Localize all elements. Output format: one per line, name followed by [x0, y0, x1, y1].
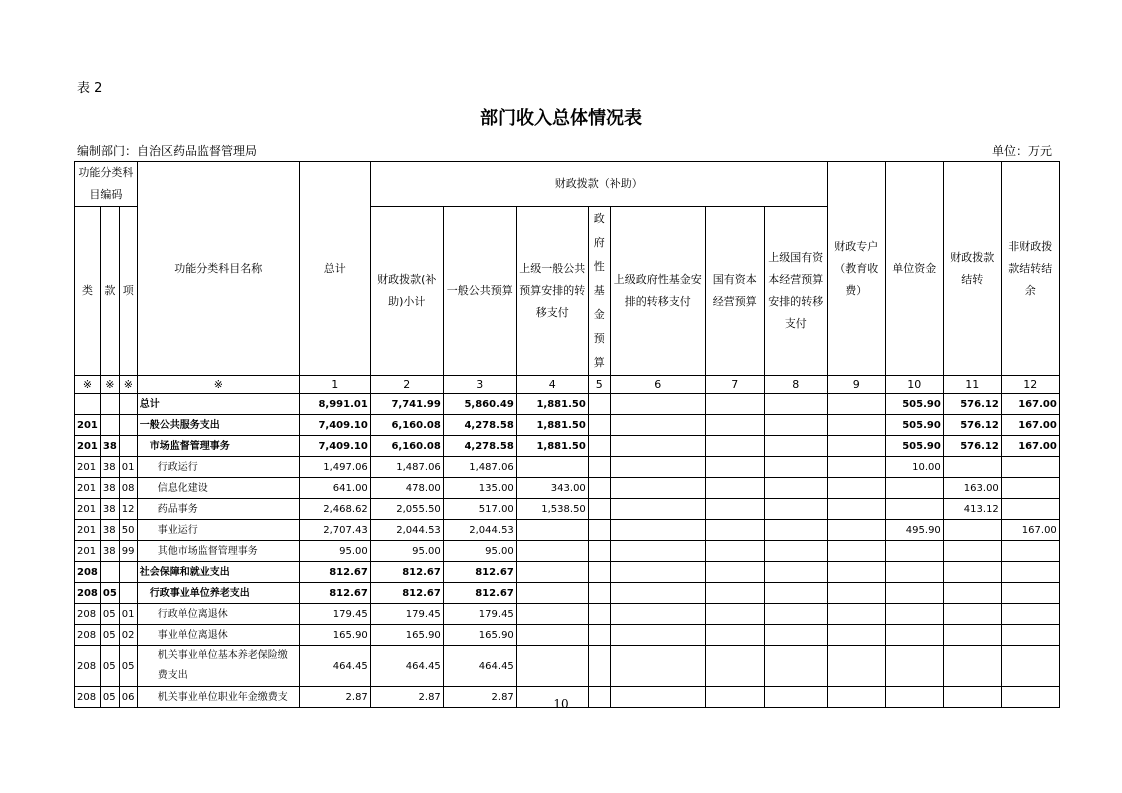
- cell-upper-general-transfer: [516, 562, 588, 583]
- cell-unit-fund: 10.00: [885, 457, 943, 478]
- cell-nonfiscal-carryover: 167.00: [1001, 394, 1059, 415]
- cell-gov-fund: [588, 436, 610, 457]
- cell-gov-fund: [588, 478, 610, 499]
- cell-general-budget: 95.00: [443, 541, 516, 562]
- cell-upper-gov-fund-transfer: [610, 562, 705, 583]
- cell-upper-general-transfer: 1,881.50: [516, 415, 588, 436]
- cell-upper-state-capital-transfer: [764, 415, 827, 436]
- cell-nonfiscal-carryover: [1001, 457, 1059, 478]
- cell-upper-gov-fund-transfer: [610, 604, 705, 625]
- cell-name: 一般公共服务支出: [137, 415, 299, 436]
- cell-special-fund: [827, 541, 885, 562]
- cell-kuan: 38: [100, 478, 119, 499]
- cell-lei: 201: [75, 499, 101, 520]
- cell-kuan: 05: [100, 604, 119, 625]
- table-row: [75, 478, 1060, 499]
- cell-upper-state-capital-transfer: [764, 583, 827, 604]
- cell-fiscal-carryover: 413.12: [943, 499, 1001, 520]
- cell-unit-fund: [885, 646, 943, 687]
- table-row: [75, 499, 1060, 520]
- header-total: 总计: [299, 162, 370, 376]
- cell-upper-state-capital-transfer: [764, 436, 827, 457]
- cell-general-budget: 4,278.58: [443, 436, 516, 457]
- table-row: [75, 415, 1060, 436]
- cell-unit-fund: 505.90: [885, 415, 943, 436]
- cell-lei: 208: [75, 562, 101, 583]
- cell-fiscal-carryover: [943, 541, 1001, 562]
- cell-gov-fund: [588, 457, 610, 478]
- header-fiscal-subtotal: 财政拨款(补助)小计: [370, 207, 443, 376]
- cell-nonfiscal-carryover: [1001, 562, 1059, 583]
- cell-unit-fund: [885, 604, 943, 625]
- cell-total: 812.67: [299, 583, 370, 604]
- cell-fiscal-carryover: 576.12: [943, 415, 1001, 436]
- cell-upper-general-transfer: 343.00: [516, 478, 588, 499]
- cell-fiscal-carryover: 576.12: [943, 394, 1001, 415]
- cell-gov-fund: [588, 625, 610, 646]
- cell-upper-gov-fund-transfer: [610, 646, 705, 687]
- header-kuan: 款: [100, 207, 119, 376]
- header-general-budget: 一般公共预算: [443, 207, 516, 376]
- cell-lei: 201: [75, 541, 101, 562]
- cell-gov-fund: [588, 583, 610, 604]
- cell-kuan: 38: [100, 436, 119, 457]
- column-number: 9: [827, 376, 885, 394]
- cell-name: 其他市场监督管理事务: [137, 541, 299, 562]
- cell-fiscal-subtotal: 2,044.53: [370, 520, 443, 541]
- header-special-fund: 财政专户（教育收费）: [827, 162, 885, 376]
- table-row: [75, 457, 1060, 478]
- header-xiang: 项: [119, 207, 137, 376]
- cell-unit-fund: [885, 562, 943, 583]
- cell-upper-gov-fund-transfer: [610, 478, 705, 499]
- cell-name: 行政单位离退休: [137, 604, 299, 625]
- mark-cell: ※: [75, 376, 101, 394]
- cell-total: 165.90: [299, 625, 370, 646]
- cell-unit-fund: [885, 583, 943, 604]
- cell-special-fund: [827, 499, 885, 520]
- cell-lei: 208: [75, 687, 101, 708]
- cell-kuan: 38: [100, 520, 119, 541]
- cell-lei: 201: [75, 457, 101, 478]
- cell-upper-state-capital-transfer: [764, 520, 827, 541]
- column-number: 1: [299, 376, 370, 394]
- mark-cell: ※: [137, 376, 299, 394]
- cell-state-capital: [705, 541, 764, 562]
- cell-nonfiscal-carryover: 167.00: [1001, 436, 1059, 457]
- cell-unit-fund: [885, 541, 943, 562]
- cell-name: 市场监督管理事务: [137, 436, 299, 457]
- cell-general-budget: 2.87: [443, 687, 516, 708]
- column-number: 5: [588, 376, 610, 394]
- cell-kuan: 38: [100, 457, 119, 478]
- cell-fiscal-subtotal: 6,160.08: [370, 415, 443, 436]
- cell-fiscal-carryover: [943, 583, 1001, 604]
- cell-kuan: 05: [100, 646, 119, 687]
- cell-upper-state-capital-transfer: [764, 562, 827, 583]
- cell-gov-fund: [588, 604, 610, 625]
- cell-kuan: [100, 394, 119, 415]
- cell-upper-state-capital-transfer: [764, 499, 827, 520]
- cell-upper-general-transfer: [516, 541, 588, 562]
- cell-kuan: 05: [100, 583, 119, 604]
- cell-total: 7,409.10: [299, 415, 370, 436]
- cell-xiang: 05: [119, 646, 137, 687]
- column-number: 11: [943, 376, 1001, 394]
- cell-name: 社会保障和就业支出: [137, 562, 299, 583]
- cell-total: 8,991.01: [299, 394, 370, 415]
- cell-fiscal-subtotal: 2.87: [370, 687, 443, 708]
- cell-total: 2.87: [299, 687, 370, 708]
- cell-state-capital: [705, 457, 764, 478]
- cell-kuan: [100, 415, 119, 436]
- cell-state-capital: [705, 499, 764, 520]
- cell-special-fund: [827, 625, 885, 646]
- cell-xiang: [119, 415, 137, 436]
- cell-fiscal-carryover: [943, 457, 1001, 478]
- column-number: 7: [705, 376, 764, 394]
- cell-state-capital: [705, 478, 764, 499]
- cell-gov-fund: [588, 562, 610, 583]
- cell-upper-general-transfer: [516, 457, 588, 478]
- cell-general-budget: 179.45: [443, 604, 516, 625]
- cell-total: 95.00: [299, 541, 370, 562]
- cell-lei: 201: [75, 436, 101, 457]
- header-nonfiscal-carryover: 非财政拨款结转结余: [1001, 162, 1059, 376]
- cell-unit-fund: [885, 625, 943, 646]
- column-number: 8: [764, 376, 827, 394]
- cell-xiang: 08: [119, 478, 137, 499]
- cell-fiscal-carryover: 163.00: [943, 478, 1001, 499]
- cell-kuan: 05: [100, 625, 119, 646]
- cell-nonfiscal-carryover: [1001, 583, 1059, 604]
- department-label: 编制部门：自治区药品监督管理局: [77, 144, 258, 158]
- table-row: [75, 394, 1060, 415]
- cell-nonfiscal-carryover: [1001, 478, 1059, 499]
- cell-total: 812.67: [299, 562, 370, 583]
- cell-upper-gov-fund-transfer: [610, 499, 705, 520]
- cell-upper-gov-fund-transfer: [610, 583, 705, 604]
- header-upper-gov-fund-transfer: 上级政府性基金安排的转移支付: [610, 207, 705, 376]
- header-upper-general-transfer: 上级一般公共预算安排的转移支付: [516, 207, 588, 376]
- cell-upper-gov-fund-transfer: [610, 394, 705, 415]
- cell-upper-general-transfer: 1,538.50: [516, 499, 588, 520]
- cell-fiscal-subtotal: 812.67: [370, 583, 443, 604]
- cell-name: 事业单位离退休: [137, 625, 299, 646]
- cell-general-budget: 2,044.53: [443, 520, 516, 541]
- cell-total: 2,468.62: [299, 499, 370, 520]
- cell-upper-state-capital-transfer: [764, 457, 827, 478]
- cell-fiscal-subtotal: 464.45: [370, 646, 443, 687]
- cell-lei: 208: [75, 646, 101, 687]
- unit-label: 单位：万元: [991, 144, 1052, 158]
- cell-upper-general-transfer: [516, 583, 588, 604]
- cell-upper-state-capital-transfer: [764, 604, 827, 625]
- cell-name: 行政事业单位养老支出: [137, 583, 299, 604]
- cell-general-budget: 812.67: [443, 562, 516, 583]
- cell-xiang: [119, 583, 137, 604]
- cell-total: 2,707.43: [299, 520, 370, 541]
- cell-state-capital: [705, 415, 764, 436]
- cell-upper-gov-fund-transfer: [610, 541, 705, 562]
- cell-fiscal-carryover: [943, 562, 1001, 583]
- cell-kuan: 38: [100, 499, 119, 520]
- column-number: 6: [610, 376, 705, 394]
- cell-nonfiscal-carryover: 167.00: [1001, 520, 1059, 541]
- table-row: [75, 604, 1060, 625]
- header-code-group: 功能分类科目编码: [75, 162, 138, 207]
- cell-fiscal-subtotal: 7,741.99: [370, 394, 443, 415]
- cell-unit-fund: 495.90: [885, 520, 943, 541]
- cell-fiscal-subtotal: 2,055.50: [370, 499, 443, 520]
- column-number: 2: [370, 376, 443, 394]
- cell-fiscal-subtotal: 179.45: [370, 604, 443, 625]
- document-title: 部门收入总体情况表: [480, 108, 642, 129]
- cell-total: 641.00: [299, 478, 370, 499]
- cell-fiscal-carryover: [943, 625, 1001, 646]
- cell-upper-gov-fund-transfer: [610, 436, 705, 457]
- cell-upper-state-capital-transfer: [764, 625, 827, 646]
- cell-special-fund: [827, 604, 885, 625]
- cell-xiang: 06: [119, 687, 137, 708]
- cell-fiscal-subtotal: 1,487.06: [370, 457, 443, 478]
- table-row: [75, 625, 1060, 646]
- cell-special-fund: [827, 583, 885, 604]
- cell-lei: 201: [75, 478, 101, 499]
- cell-xiang: 50: [119, 520, 137, 541]
- cell-lei: [75, 394, 101, 415]
- cell-gov-fund: [588, 415, 610, 436]
- cell-state-capital: [705, 604, 764, 625]
- cell-upper-general-transfer: [516, 520, 588, 541]
- cell-xiang: 12: [119, 499, 137, 520]
- cell-upper-state-capital-transfer: [764, 478, 827, 499]
- cell-name: 机关事业单位职业年金缴费支: [137, 687, 299, 708]
- cell-name: 行政运行: [137, 457, 299, 478]
- cell-fiscal-subtotal: 812.67: [370, 562, 443, 583]
- cell-special-fund: [827, 394, 885, 415]
- cell-general-budget: 5,860.49: [443, 394, 516, 415]
- cell-gov-fund: [588, 646, 610, 687]
- header-fiscal-group: 财政拨款（补助）: [370, 162, 827, 207]
- cell-nonfiscal-carryover: [1001, 499, 1059, 520]
- header-lei: 类: [75, 207, 101, 376]
- cell-upper-general-transfer: [516, 604, 588, 625]
- cell-gov-fund: [588, 394, 610, 415]
- cell-xiang: [119, 394, 137, 415]
- income-table: [74, 161, 1060, 708]
- cell-lei: 208: [75, 583, 101, 604]
- cell-gov-fund: [588, 541, 610, 562]
- cell-special-fund: [827, 436, 885, 457]
- cell-general-budget: 812.67: [443, 583, 516, 604]
- cell-unit-fund: 505.90: [885, 394, 943, 415]
- cell-upper-gov-fund-transfer: [610, 520, 705, 541]
- cell-name: 事业运行: [137, 520, 299, 541]
- cell-unit-fund: 505.90: [885, 436, 943, 457]
- cell-state-capital: [705, 625, 764, 646]
- cell-name: 总计: [137, 394, 299, 415]
- cell-special-fund: [827, 562, 885, 583]
- cell-nonfiscal-carryover: 167.00: [1001, 415, 1059, 436]
- cell-name: 机关事业单位基本养老保险缴费支出: [137, 646, 299, 687]
- cell-upper-gov-fund-transfer: [610, 415, 705, 436]
- mark-cell: ※: [100, 376, 119, 394]
- cell-total: 464.45: [299, 646, 370, 687]
- header-fiscal-carryover: 财政拨款结转: [943, 162, 1001, 376]
- cell-fiscal-carryover: 576.12: [943, 436, 1001, 457]
- cell-total: 1,497.06: [299, 457, 370, 478]
- column-number: 4: [516, 376, 588, 394]
- cell-upper-gov-fund-transfer: [610, 625, 705, 646]
- cell-upper-general-transfer: 1,881.50: [516, 436, 588, 457]
- cell-state-capital: [705, 394, 764, 415]
- cell-upper-state-capital-transfer: [764, 394, 827, 415]
- cell-xiang: 01: [119, 604, 137, 625]
- cell-upper-state-capital-transfer: [764, 541, 827, 562]
- cell-upper-general-transfer: [516, 646, 588, 687]
- table-row: [75, 562, 1060, 583]
- cell-fiscal-subtotal: 478.00: [370, 478, 443, 499]
- cell-fiscal-subtotal: 95.00: [370, 541, 443, 562]
- cell-xiang: 01: [119, 457, 137, 478]
- cell-nonfiscal-carryover: [1001, 541, 1059, 562]
- column-number: 3: [443, 376, 516, 394]
- cell-upper-state-capital-transfer: [764, 646, 827, 687]
- cell-fiscal-carryover: [943, 520, 1001, 541]
- header-state-capital: 国有资本经营预算: [705, 207, 764, 376]
- cell-state-capital: [705, 583, 764, 604]
- header-name: 功能分类科目名称: [137, 162, 299, 376]
- table-row: [75, 541, 1060, 562]
- cell-upper-gov-fund-transfer: [610, 457, 705, 478]
- cell-fiscal-carryover: [943, 604, 1001, 625]
- cell-nonfiscal-carryover: [1001, 646, 1059, 687]
- cell-total: 7,409.10: [299, 436, 370, 457]
- header-unit-fund: 单位资金: [885, 162, 943, 376]
- cell-fiscal-subtotal: 6,160.08: [370, 436, 443, 457]
- cell-xiang: 99: [119, 541, 137, 562]
- cell-lei: 208: [75, 625, 101, 646]
- table-row: [75, 520, 1060, 541]
- header-gov-fund: 政府性基金预算: [588, 207, 610, 376]
- cell-state-capital: [705, 562, 764, 583]
- table-row: [75, 646, 1060, 687]
- mark-cell: ※: [119, 376, 137, 394]
- cell-general-budget: 517.00: [443, 499, 516, 520]
- cell-general-budget: 464.45: [443, 646, 516, 687]
- cell-nonfiscal-carryover: [1001, 625, 1059, 646]
- cell-general-budget: 1,487.06: [443, 457, 516, 478]
- table-label: 表 2: [77, 81, 103, 96]
- column-number: 12: [1001, 376, 1059, 394]
- cell-gov-fund: [588, 520, 610, 541]
- cell-special-fund: [827, 415, 885, 436]
- cell-lei: 201: [75, 415, 101, 436]
- cell-state-capital: [705, 436, 764, 457]
- cell-state-capital: [705, 520, 764, 541]
- cell-gov-fund: [588, 499, 610, 520]
- cell-special-fund: [827, 646, 885, 687]
- cell-lei: 208: [75, 604, 101, 625]
- cell-xiang: [119, 562, 137, 583]
- cell-xiang: [119, 436, 137, 457]
- cell-kuan: 38: [100, 541, 119, 562]
- cell-general-budget: 165.90: [443, 625, 516, 646]
- cell-fiscal-subtotal: 165.90: [370, 625, 443, 646]
- column-number-row: [75, 376, 1060, 394]
- cell-upper-general-transfer: [516, 625, 588, 646]
- cell-unit-fund: [885, 478, 943, 499]
- cell-special-fund: [827, 457, 885, 478]
- cell-special-fund: [827, 520, 885, 541]
- cell-fiscal-carryover: [943, 646, 1001, 687]
- cell-unit-fund: [885, 499, 943, 520]
- cell-nonfiscal-carryover: [1001, 604, 1059, 625]
- cell-name: 药品事务: [137, 499, 299, 520]
- cell-total: 179.45: [299, 604, 370, 625]
- cell-kuan: [100, 562, 119, 583]
- page-number: 10: [553, 697, 569, 711]
- cell-kuan: 05: [100, 687, 119, 708]
- cell-xiang: 02: [119, 625, 137, 646]
- cell-general-budget: 135.00: [443, 478, 516, 499]
- cell-special-fund: [827, 478, 885, 499]
- cell-lei: 201: [75, 520, 101, 541]
- column-number: 10: [885, 376, 943, 394]
- cell-state-capital: [705, 646, 764, 687]
- cell-general-budget: 4,278.58: [443, 415, 516, 436]
- header-upper-state-capital-transfer: 上级国有资本经营预算安排的转移支付: [764, 207, 827, 376]
- cell-name: 信息化建设: [137, 478, 299, 499]
- table-row: [75, 436, 1060, 457]
- table-row: [75, 583, 1060, 604]
- cell-upper-general-transfer: 1,881.50: [516, 394, 588, 415]
